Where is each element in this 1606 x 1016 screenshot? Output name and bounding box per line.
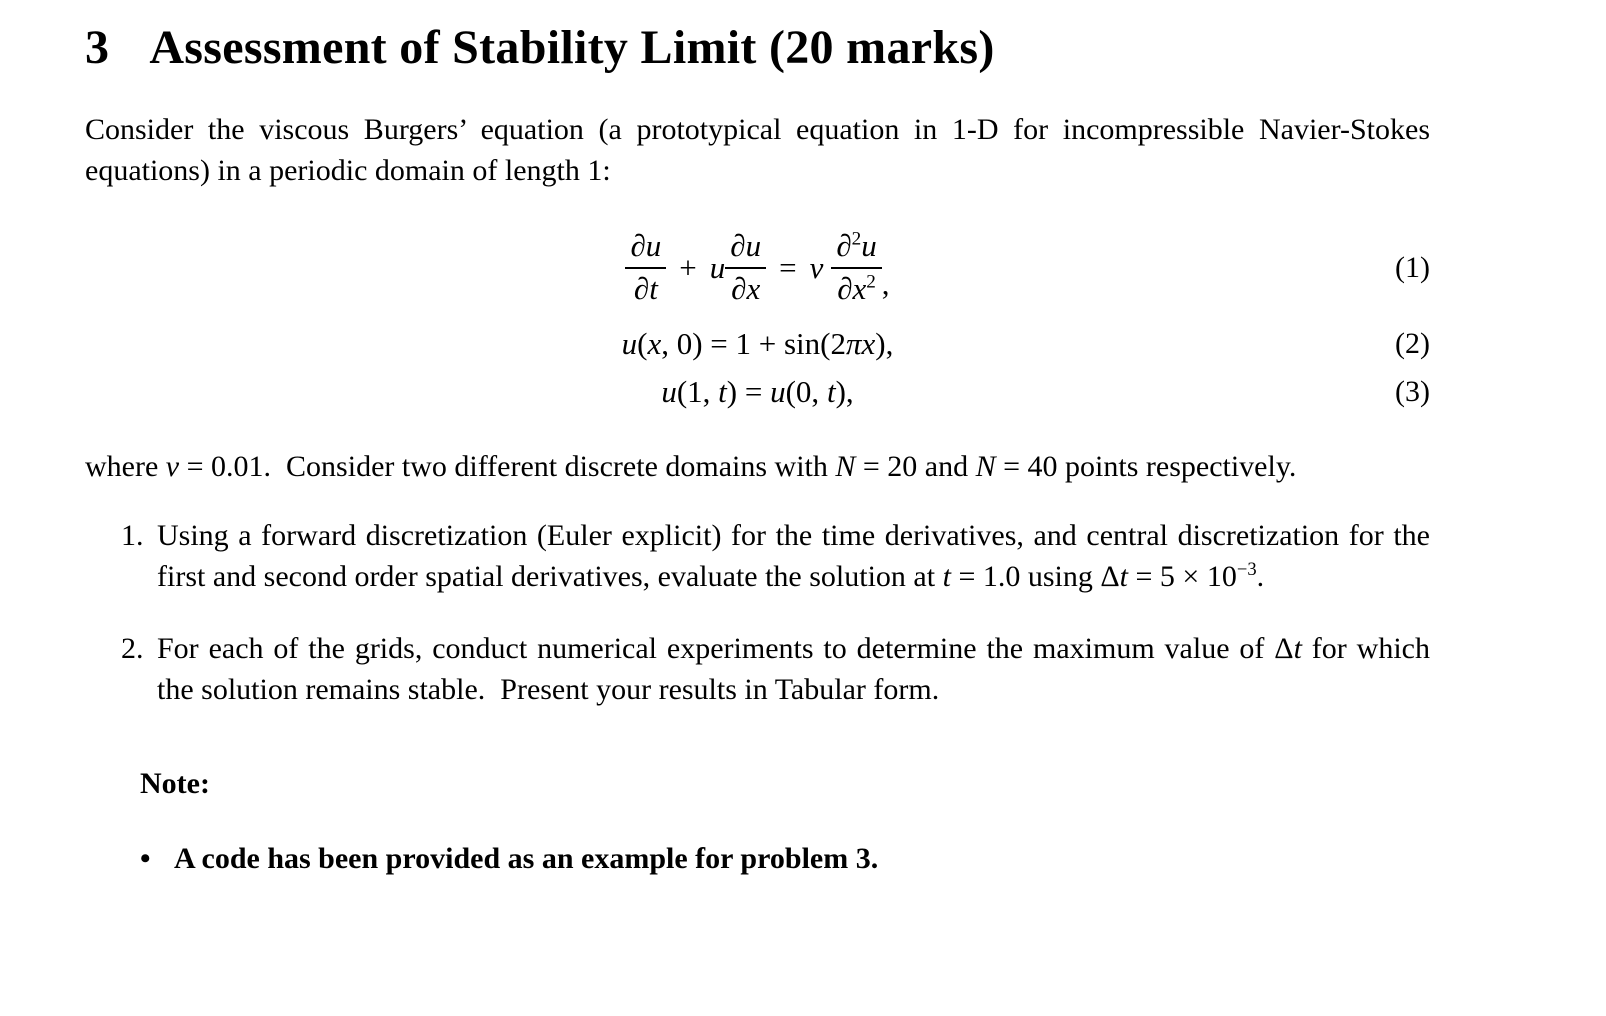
dx-symbol: ∂x <box>837 270 867 306</box>
paren-close: ), <box>835 374 854 410</box>
where-text: = 0.01. Consider two different discrete domains with <box>179 450 836 484</box>
period: . <box>1256 560 1265 594</box>
t-symbol: t <box>826 374 836 410</box>
nu-symbol: ν <box>809 249 824 285</box>
partial-symbol: ∂ <box>836 228 852 263</box>
frac3-denominator <box>832 269 881 307</box>
bullet-marker: • <box>140 842 151 876</box>
pi-symbol: π <box>846 326 862 362</box>
equation-1 <box>85 229 1430 306</box>
note-label: Note: <box>140 767 210 801</box>
item-1-text <box>157 515 1430 597</box>
equation-1-tag: (1) <box>1395 250 1430 284</box>
paren: ( <box>637 326 648 362</box>
frac3-numerator <box>831 229 881 269</box>
equation-comma: , <box>881 265 890 301</box>
text-column <box>85 0 1430 879</box>
intro-paragraph <box>85 109 1430 191</box>
t-symbol: t <box>942 560 951 594</box>
N-symbol: N <box>975 450 996 484</box>
equation-2-tag: (2) <box>1395 327 1430 361</box>
numerator-exponent: 2 <box>851 228 862 250</box>
paren-close: ), <box>875 326 894 362</box>
denominator-exponent: 2 <box>866 271 876 293</box>
list-item-2 <box>85 628 1430 710</box>
enumerated-list <box>85 515 1430 710</box>
item-1-body: = 1.0 using Δ <box>950 560 1120 594</box>
initial-condition-text: , 0) = 1 + sin(2 <box>661 326 846 362</box>
equation-2 <box>85 322 1430 366</box>
equation-block <box>85 229 1430 414</box>
item-1-number: 1. <box>121 519 144 553</box>
bullet-text: A code has been provided as an example for problem 3. <box>174 842 879 876</box>
item-1-body: = 5 × 10 <box>1128 560 1237 594</box>
bullet-item <box>85 838 1430 879</box>
equation-3-tag: (3) <box>1395 375 1430 409</box>
paren: (0, <box>785 374 827 410</box>
paren: (1, <box>676 374 719 410</box>
fraction-du-dt <box>625 229 666 306</box>
where-text: where <box>85 450 166 484</box>
N-symbol: N <box>835 450 856 484</box>
where-text: = 20 and <box>855 450 976 484</box>
section-number: 3 <box>85 21 110 74</box>
plus-operator: + <box>679 249 697 285</box>
section-title: Assessment of Stability Limit (20 marks) <box>149 21 995 74</box>
equation-2-body <box>622 326 894 361</box>
item-2-number: 2. <box>121 632 144 666</box>
section-heading <box>85 20 1430 76</box>
item-2-body: for which the solution remains stable. Present your results in Tabular form. <box>157 632 1430 707</box>
frac1-denominator: ∂t <box>633 270 658 306</box>
equation-3 <box>85 370 1430 414</box>
fraction-du-dx <box>725 229 766 306</box>
u-symbol: u <box>770 374 786 410</box>
x-symbol: x <box>647 326 662 362</box>
frac2-numerator: ∂u <box>725 229 766 269</box>
frac2-denominator: ∂x <box>731 270 761 306</box>
equals-operator: = <box>779 249 797 285</box>
nu-symbol: ν <box>165 450 180 484</box>
t-symbol: t <box>718 374 727 410</box>
u-symbol: u <box>621 326 638 362</box>
item-2-text <box>157 628 1430 710</box>
item-2-body: For each of the grids, conduct numerical experiments to determine the maximum value of Δ <box>157 632 1294 666</box>
equation-1-body <box>625 229 889 306</box>
u-coefficient: u <box>709 249 726 285</box>
u-symbol: u <box>861 228 877 263</box>
x-symbol: x <box>861 326 876 362</box>
equation-3-body <box>661 374 853 409</box>
t-symbol: t <box>1293 632 1302 666</box>
intro-text: Consider the viscous Burgers’ equation (a prototypical equation in 1-D for incompressible Navier-Stokes equations) in a periodic domain of length 1: <box>85 113 1430 187</box>
where-paragraph <box>85 446 1430 487</box>
equals-text: ) = <box>726 374 771 410</box>
where-text: = 40 points respectively. <box>995 450 1297 484</box>
item-1-body: Using a forward discretization (Euler explicit) for the time derivatives, and central discretization for the first and second order spatial derivatives, evaluate the solution at <box>157 519 1430 594</box>
u-symbol: u <box>661 374 677 410</box>
fraction-d2u-dx2 <box>831 229 881 306</box>
exponent: −3 <box>1236 559 1257 581</box>
t-symbol: t <box>1119 560 1129 594</box>
list-item-1 <box>85 515 1430 597</box>
frac1-numerator: ∂u <box>625 229 666 269</box>
